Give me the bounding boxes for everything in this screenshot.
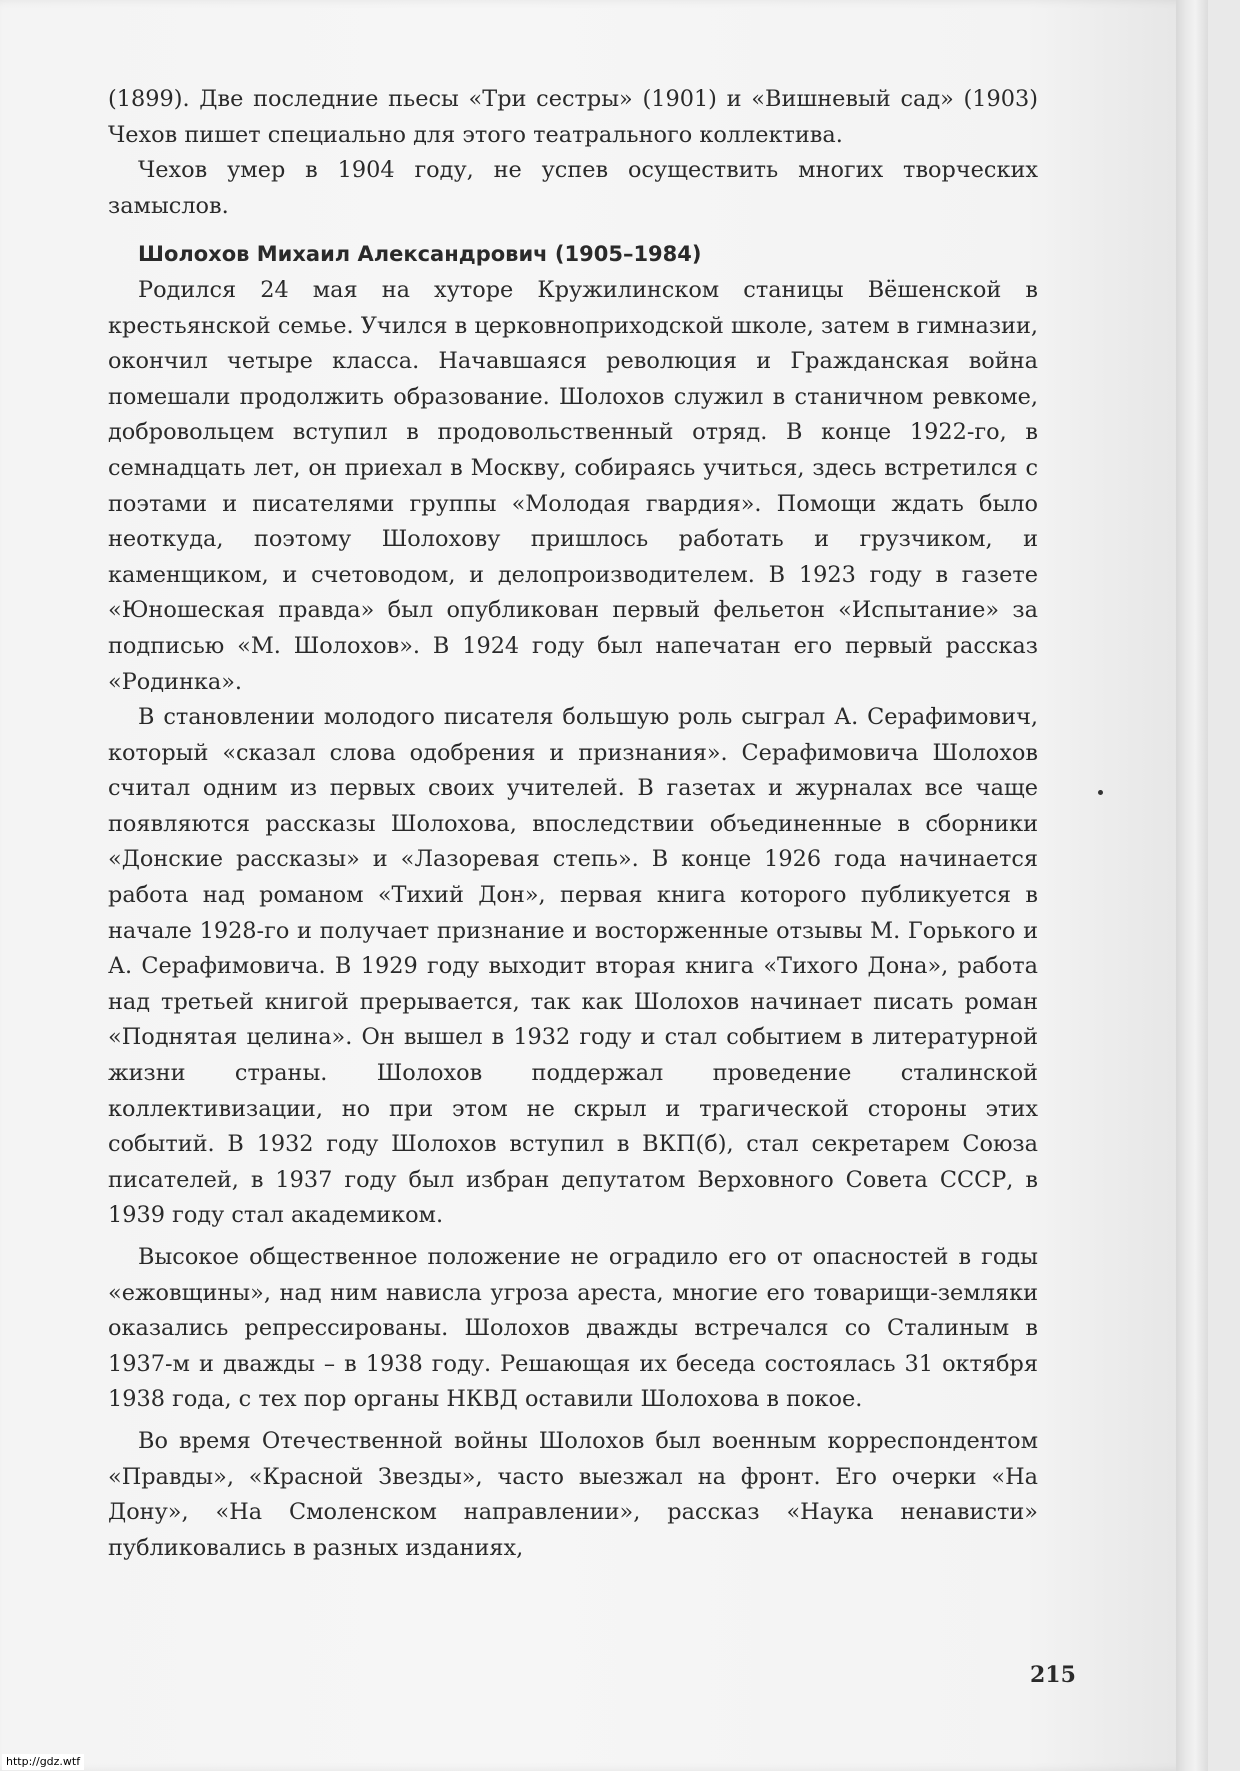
paper-speck — [1098, 790, 1103, 795]
page-text — [108, 82, 1038, 1566]
paragraph-biography-repressions: Высокое общественное положение не оградило его от опасностей в годы «ежовщины», над ним нависла угроза ареста, многие его товарищи-земляки оказались репрессированы. Шолохов дважды встречался со Сталиным в 1937-м и дважды – в 1938 году. Решающая их беседа состоялась 31 октября 1938 года, с тех пор органы НКВД оставили Шолохова в покое. — [108, 1244, 1038, 1413]
paragraph-biography-war: Во время Отечественной войны Шолохов был военным корреспондентом «Правды», «Красной Звезды», часто выезжал на фронт. Его очерки «На Дону», «На Смоленском направлении», рассказ «Наука ненависти» публиковались в разных изданиях, — [108, 1427, 1038, 1561]
source-url-label[interactable]: http://gdz.wtf — [2, 1754, 84, 1770]
paragraph-biography-early: Родился 24 мая на хуторе Кружилинском станицы Вёшенской в крестьянской семье. Учился в церковноприходской школе, затем в гимназии, окончил четыре класса. Начавшаяся революция и Гражданская война помешали продолжить образование. Шолохов служил в станичном ревкоме, добровольцем вступил в продовольственный отряд. В конце 1922-го, в семнадцать лет, он приехал в Москву, собираясь учиться, здесь встретился с поэтами и писателями группы «Молодая гвардия». Помощи ждать было неоткуда, поэтому Шолохову пришлось работать и грузчиком, и каменщиком, и счетоводом, и делопроизводителем. В 1923 году в газете «Юношеская правда» был опубликован первый фельетон «Испытание» за подписью «М. Шолохов». В 1924 году был напечатан его первый рассказ «Родинка». — [108, 276, 1038, 695]
paragraph-chekhov-plays: (1899). Две последние пьесы «Три сестры» (1901) и «Вишневый сад» (1903) Чехов пишет специально для этого театрального коллектива. — [108, 86, 1038, 148]
paragraph-biography-career: В становлении молодого писателя большую роль сыграл А. Серафимович, который «сказал слова одобрения и признания». Серафимовича Шолохов считал одним из первых своих учителей. В газетах и журналах все чаще появляются рассказы Шолохова, впоследствии объединенные в сборники «Донские рассказы» и «Лазоревая степь». В конце 1926 года начинается работа над романом «Тихий Дон», первая книга которого публикуется в начале 1928-го и получает признание и восторженные отзывы М. Горького и А. Серафимовича. В 1929 году выходит вторая книга «Тихого Дона», работа над третьей книгой прерывается, так как Шолохов начинает писать роман «Поднятая целина». Он вышел в 1932 году и стал событием в литературной жизни страны. Шолохов поддержал проведение сталинской коллективизации, но при этом не скрыл и трагической стороны этих событий. В 1932 году Шолохов вступил в ВКП(б), стал секретарем Союза писателей, в 1937 году был избран депутатом Верховного Совета СССР, в 1939 году стал академиком. — [108, 704, 1038, 1229]
page-number: 215 — [1030, 1662, 1076, 1688]
page-edge — [1176, 0, 1208, 1771]
section-heading: Шолохов Михаил Александрович (1905–1984) — [138, 242, 702, 267]
paragraph-chekhov-death: Чехов умер в 1904 году, не успев осуществить многих творческих замыслов. — [108, 157, 1038, 219]
